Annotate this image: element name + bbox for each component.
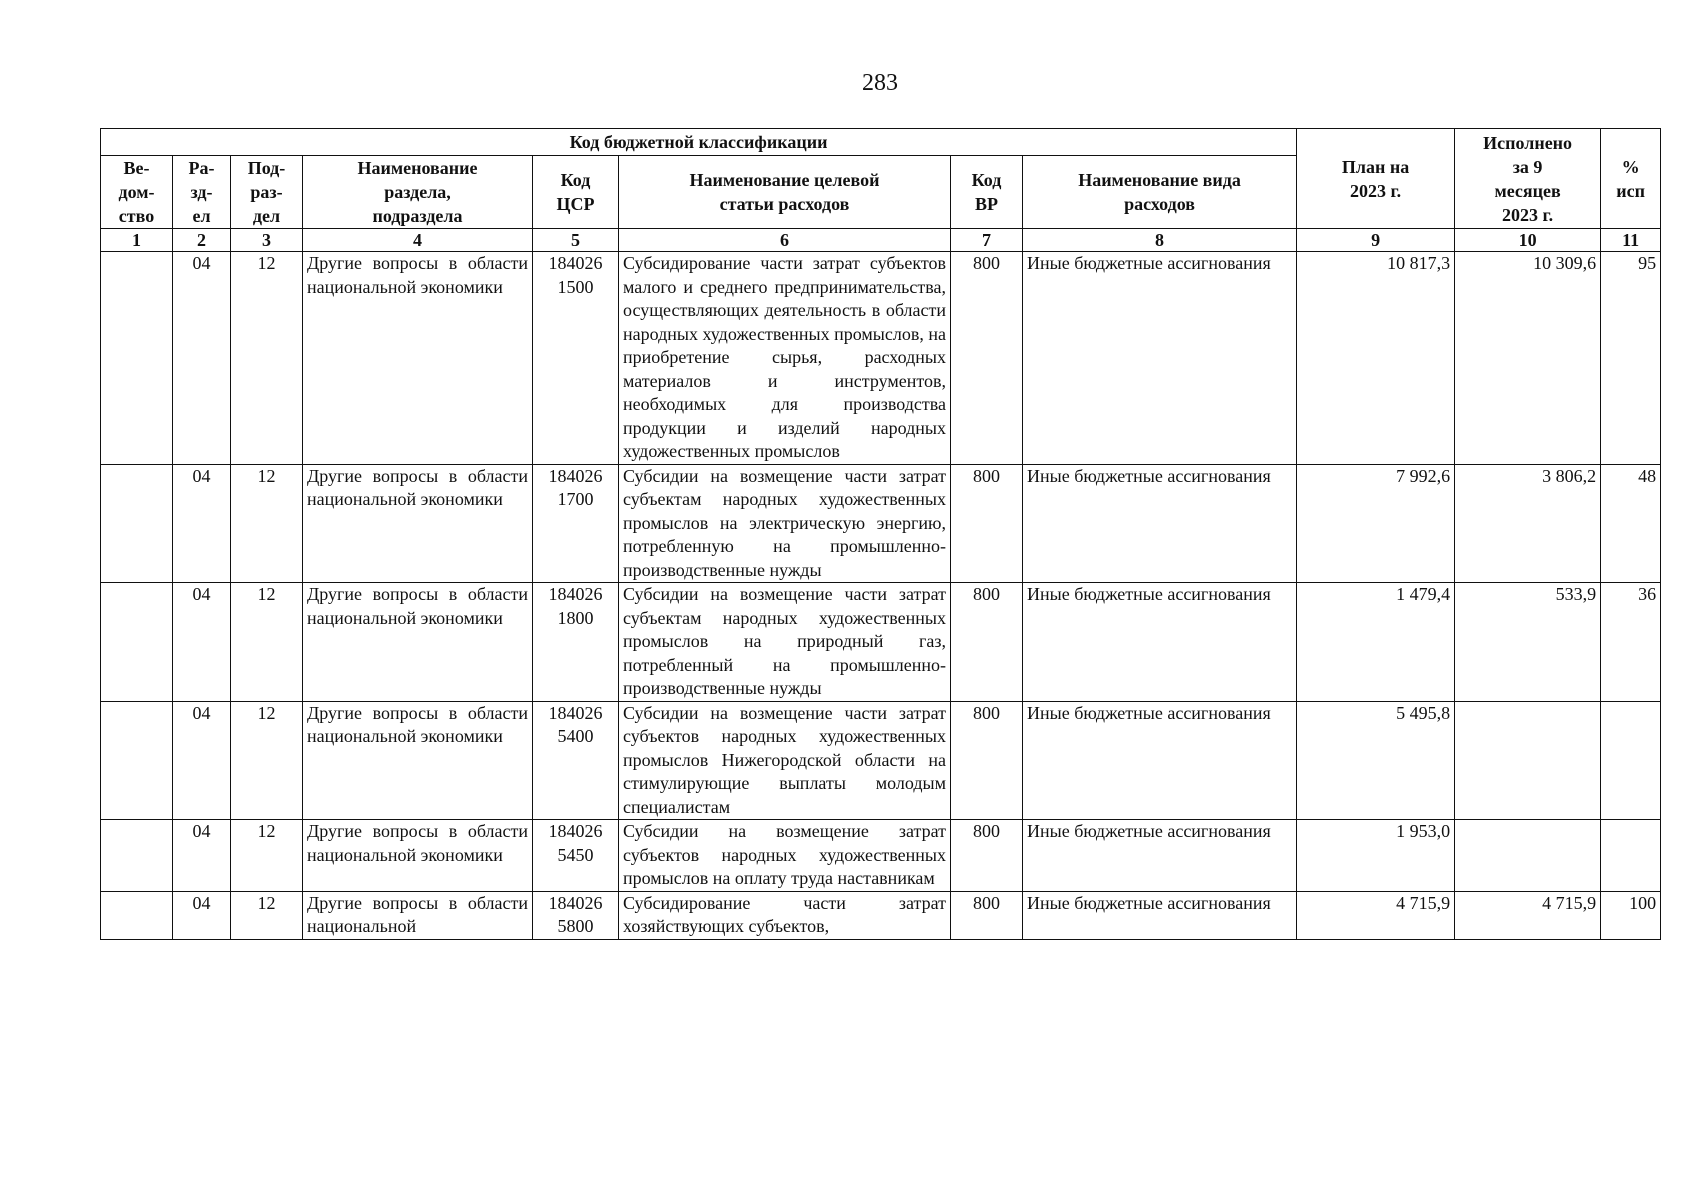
razdel-cell: 04 (173, 464, 231, 583)
vr-cell: 800 (951, 891, 1023, 939)
vr-name-cell: Иные бюджетные ассигнования (1023, 464, 1297, 583)
target-name-cell: Субсидии на возмещение части затрат субъектам народных художественных промыслов на природный газ, потребленный на промышленно-производственные нужды (619, 583, 951, 702)
vedomstvo-header: Ве- дом- ство (101, 156, 173, 229)
csr-cell: 184026 5400 (533, 701, 619, 820)
razdel-name-cell: Другие вопросы в области национальной (303, 891, 533, 939)
table-row (101, 252, 1661, 465)
column-number: 4 (303, 229, 533, 252)
plan-cell: 5 495,8 (1297, 701, 1455, 820)
vr-name-cell: Иные бюджетные ассигнования (1023, 583, 1297, 702)
budget-execution-table (100, 128, 1661, 940)
column-number: 9 (1297, 229, 1455, 252)
vr-name-header: Наименование вида расходов (1023, 156, 1297, 229)
podrazdel-cell: 12 (231, 820, 303, 892)
razdel-cell: 04 (173, 891, 231, 939)
column-number: 1 (101, 229, 173, 252)
vr-name-cell: Иные бюджетные ассигнования (1023, 701, 1297, 820)
podrazdel-cell: 12 (231, 252, 303, 465)
podrazdel-header: Под- раз- дел (231, 156, 303, 229)
vr-name-cell: Иные бюджетные ассигнования (1023, 252, 1297, 465)
csr-cell: 184026 1800 (533, 583, 619, 702)
percent-cell (1601, 701, 1661, 820)
vedomstvo-cell (101, 701, 173, 820)
razdel-name-header: Наименование раздела, подраздела (303, 156, 533, 229)
vedomstvo-cell (101, 891, 173, 939)
podrazdel-cell: 12 (231, 464, 303, 583)
target-name-header: Наименование целевой статьи расходов (619, 156, 951, 229)
column-number-row (101, 229, 1661, 252)
target-name-cell: Субсидии на возмещение части затрат субъектам народных художественных промыслов на электрическую энергию, потребленную на промышленно-производственные нужды (619, 464, 951, 583)
executed-cell: 533,9 (1455, 583, 1601, 702)
column-number: 6 (619, 229, 951, 252)
executed-cell: 10 309,6 (1455, 252, 1601, 465)
percent-cell (1601, 820, 1661, 892)
table-row (101, 701, 1661, 820)
vr-name-cell: Иные бюджетные ассигнования (1023, 891, 1297, 939)
column-number: 8 (1023, 229, 1297, 252)
column-number: 11 (1601, 229, 1661, 252)
razdel-name-cell: Другие вопросы в области национальной экономики (303, 252, 533, 465)
razdel-header: Ра- зд- ел (173, 156, 231, 229)
table-row (101, 820, 1661, 892)
executed-header: Исполнено за 9 месяцев 2023 г. (1455, 129, 1601, 229)
vr-cell: 800 (951, 820, 1023, 892)
razdel-name-cell: Другие вопросы в области национальной экономики (303, 464, 533, 583)
csr-cell: 184026 5450 (533, 820, 619, 892)
plan-cell: 1 479,4 (1297, 583, 1455, 702)
razdel-name-cell: Другие вопросы в области национальной экономики (303, 701, 533, 820)
budget-classification-header: Код бюджетной классификации (101, 129, 1297, 156)
plan-cell: 4 715,9 (1297, 891, 1455, 939)
vr-cell: 800 (951, 583, 1023, 702)
razdel-cell: 04 (173, 583, 231, 702)
plan-cell: 7 992,6 (1297, 464, 1455, 583)
target-name-cell: Субсидирование части затрат субъектов малого и среднего предпринимательства, осуществляющих деятельность в области народных художественных промыслов, на приобретение сырья, расходных материалов и инструментов, необходимых для производства продукции и изделий народных художественных промыслов (619, 252, 951, 465)
header-row-group (101, 129, 1661, 156)
vr-cell: 800 (951, 464, 1023, 583)
column-number: 10 (1455, 229, 1601, 252)
column-number: 2 (173, 229, 231, 252)
vedomstvo-cell (101, 820, 173, 892)
csr-header: Код ЦСР (533, 156, 619, 229)
vr-cell: 800 (951, 701, 1023, 820)
csr-cell: 184026 1500 (533, 252, 619, 465)
column-number: 3 (231, 229, 303, 252)
executed-cell (1455, 701, 1601, 820)
podrazdel-cell: 12 (231, 701, 303, 820)
executed-cell: 4 715,9 (1455, 891, 1601, 939)
csr-cell: 184026 1700 (533, 464, 619, 583)
percent-cell: 95 (1601, 252, 1661, 465)
column-number: 7 (951, 229, 1023, 252)
plan-header: План на 2023 г. (1297, 129, 1455, 229)
percent-cell: 100 (1601, 891, 1661, 939)
razdel-name-cell: Другие вопросы в области национальной экономики (303, 583, 533, 702)
vr-header: Код ВР (951, 156, 1023, 229)
table-row (101, 583, 1661, 702)
table-body (101, 252, 1661, 940)
percent-cell: 48 (1601, 464, 1661, 583)
vr-cell: 800 (951, 252, 1023, 465)
razdel-cell: 04 (173, 820, 231, 892)
page-number: 283 (862, 70, 898, 96)
razdel-cell: 04 (173, 252, 231, 465)
column-number: 5 (533, 229, 619, 252)
podrazdel-cell: 12 (231, 891, 303, 939)
vr-name-cell: Иные бюджетные ассигнования (1023, 820, 1297, 892)
vedomstvo-cell (101, 252, 173, 465)
percent-cell: 36 (1601, 583, 1661, 702)
vedomstvo-cell (101, 464, 173, 583)
plan-cell: 10 817,3 (1297, 252, 1455, 465)
podrazdel-cell: 12 (231, 583, 303, 702)
csr-cell: 184026 5800 (533, 891, 619, 939)
razdel-name-cell: Другие вопросы в области национальной экономики (303, 820, 533, 892)
executed-cell: 3 806,2 (1455, 464, 1601, 583)
vedomstvo-cell (101, 583, 173, 702)
executed-cell (1455, 820, 1601, 892)
razdel-cell: 04 (173, 701, 231, 820)
table-row (101, 891, 1661, 939)
target-name-cell: Субсидии на возмещение части затрат субъектов народных художественных промыслов Нижегородской области на стимулирующие выплаты молодым специалистам (619, 701, 951, 820)
target-name-cell: Субсидирование части затрат хозяйствующих субъектов, (619, 891, 951, 939)
percent-header: % исп (1601, 129, 1661, 229)
table-row (101, 464, 1661, 583)
plan-cell: 1 953,0 (1297, 820, 1455, 892)
target-name-cell: Субсидии на возмещение затрат субъектов народных художественных промыслов на оплату труда наставникам (619, 820, 951, 892)
